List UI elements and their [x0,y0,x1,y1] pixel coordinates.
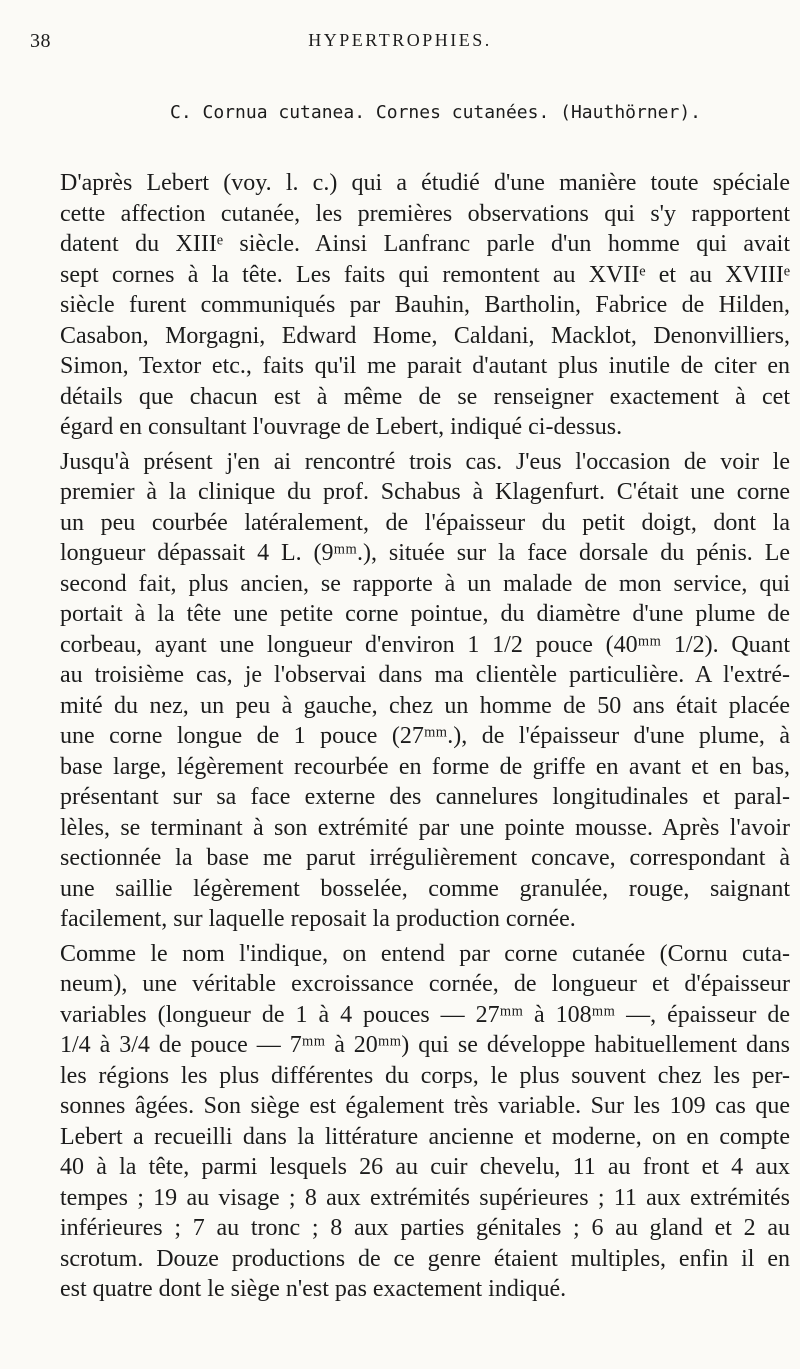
running-head [30,30,770,60]
text-line: égard en consultant l'ouvrage de Lebert, indiqué ci-dessus. [60,414,623,440]
text-line: Jusqu'à présent j'en ai rencontré trois cas. J'eus l'occasion de voir le [60,448,790,475]
text-line: sonnes âgées. Son siège est également très variable. Sur les 109 cas que [60,1093,790,1119]
text-line: mité du nez, un peu à gauche, chez un homme de 50 ans était placée [60,692,790,719]
section-title: C. Cornua cutanea. Cornes cutanées. (Hauthörner). [170,102,702,123]
text-line: au troisième cas, je l'observai dans ma clientèle particulière. A l'extré- [60,662,790,688]
text-line: présentant sur sa face externe des cannelures longitudinales et paral- [60,784,790,810]
text-line: Comme le nom l'indique, on entend par corne cutanée (Cornu cuta- [60,940,790,967]
text-line: siècle furent communiqués par Bauhin, Bartholin, Fabrice de Hilden, [60,292,790,318]
text-line: est quatre dont le siège n'est pas exactement indiqué. [60,1276,567,1302]
text-line: détails que chacun est à même de se renseigner exactement à cet [60,383,790,410]
text-line: cette affection cutanée, les premières observations qui s'y rapportent [60,200,790,227]
text-line: Simon, Textor etc., faits qu'il me parait d'autant plus inutile de citer en [60,353,790,379]
text-line: lèles, se terminant à son extrémité par une pointe mousse. Après l'avoir [60,814,790,841]
text-line: neum), une véritable excroissance cornée, de longueur et d'épaisseur [60,971,790,997]
text-line: tempes ; 19 au visage ; 8 aux extrémités supérieures ; 11 aux extrémités [60,1184,790,1211]
text-line: base large, légèrement recourbée en forme de griffe en avant et en bas, [60,753,790,780]
text-line: une corne longue de 1 pouce (27ᵐᵐ.), de l'épaisseur d'une plume, à [60,723,790,749]
paragraph [60,168,790,443]
text-line: longueur dépassait 4 L. (9ᵐᵐ.), située sur la face dorsale du pénis. Le [60,540,790,566]
text-line: sept cornes à la tête. Les faits qui remontent au XVIIᵉ et au XVIIIᵉ [60,261,790,288]
text-line: scrotum. Douze productions de ce genre étaient multiples, enfin il en [60,1245,790,1272]
text-line: inférieures ; 7 au tronc ; 8 aux parties génitales ; 6 au gland et 2 au [60,1215,790,1241]
text-line: les régions les plus différentes du corps, le plus souvent chez les per- [60,1062,790,1089]
paragraph [60,447,790,935]
text-line: portait à la tête une petite corne pointue, du diamètre d'une plume de [60,601,790,627]
text-line: D'après Lebert (voy. l. c.) qui a étudié d'une manière toute spéciale [60,170,790,196]
text-line: facilement, sur laquelle reposait la production cornée. [60,906,576,932]
text-line: Casabon, Morgagni, Edward Home, Caldani, Macklot, Denonvilliers, [60,322,790,349]
text-line: corbeau, ayant une longueur d'environ 1 1/2 pouce (40ᵐᵐ 1/2). Quant [60,631,790,658]
text-line: 1/4 à 3/4 de pouce — 7ᵐᵐ à 20ᵐᵐ) qui se développe habituellement dans [60,1032,790,1058]
text-line: un peu courbée latéralement, de l'épaisseur du petit doigt, dont la [60,509,790,536]
text-line: premier à la clinique du prof. Schabus à Klagenfurt. C'était une corne [60,479,790,505]
running-title: HYPERTROPHIES. [308,30,492,50]
text-line: datent du XIIIᵉ siècle. Ainsi Lanfranc parle d'un homme qui avait [60,231,790,257]
body-text [60,168,790,1305]
text-line: une saillie légèrement bosselée, comme granulée, rouge, saignant [60,875,790,902]
text-line: variables (longueur de 1 à 4 pouces — 27ᵐᵐ à 108ᵐᵐ —, épaisseur de [60,1001,790,1028]
text-line: second fait, plus ancien, se rapporte à un malade de mon service, qui [60,570,790,597]
text-line: 40 à la tête, parmi lesquels 26 au cuir chevelu, 11 au front et 4 aux [60,1154,790,1180]
text-line: sectionnée la base me parut irrégulièrement concave, correspondant à [60,845,790,871]
page-number: 38 [30,30,51,52]
text-line: Lebert a recueilli dans la littérature ancienne et moderne, on en compte [60,1123,790,1150]
paragraph [60,939,790,1305]
